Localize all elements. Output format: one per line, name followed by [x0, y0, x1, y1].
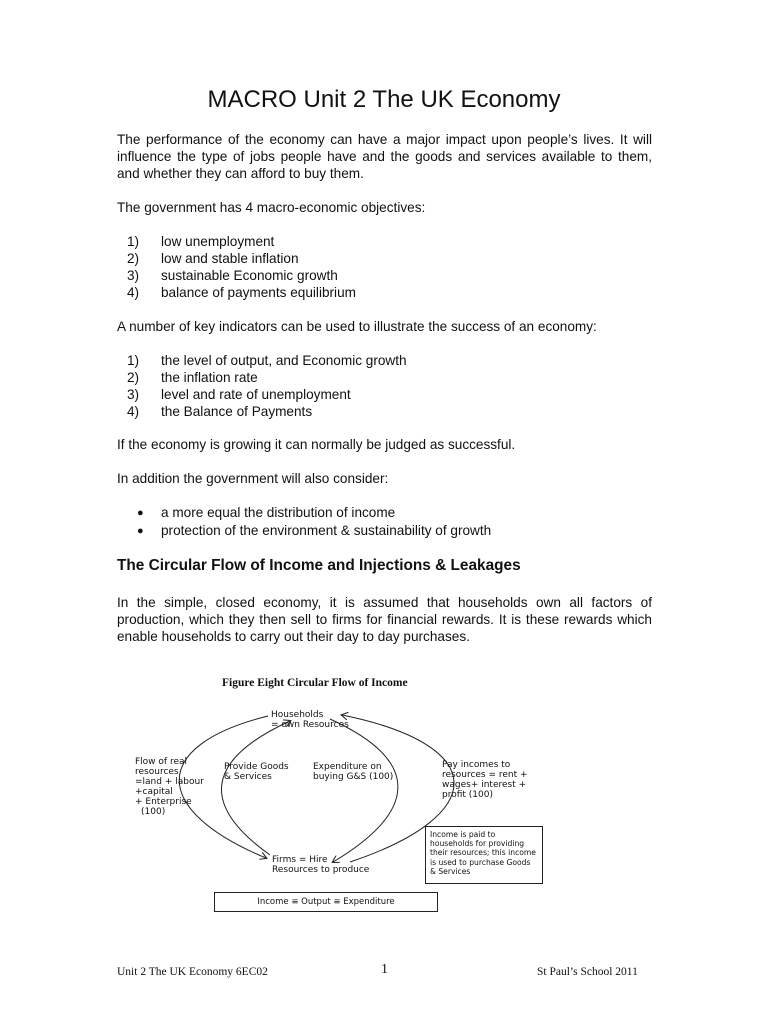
- list-item: 3) level and rate of unemployment: [127, 387, 351, 402]
- footer-right: St Paul’s School 2011: [537, 966, 638, 978]
- growing-sentence: If the economy is growing it can normally be judged as successful.: [117, 437, 516, 452]
- footer-left: Unit 2 The UK Economy 6EC02: [117, 966, 268, 978]
- goods-services-label: Provide Goods & Services: [224, 762, 289, 782]
- list-item: ● a more equal the distribution of income: [137, 505, 396, 520]
- figure-title: Figure Eight Circular Flow of Income: [222, 677, 408, 689]
- list-item: 4) the Balance of Payments: [127, 404, 313, 419]
- income-note-box: Income is paid to households for providing their resources; this income is used to purchase Goods & Services: [425, 826, 543, 884]
- page-title: MACRO Unit 2 The UK Economy: [207, 86, 561, 113]
- equation-box: Income ≡ Output ≡ Expenditure: [214, 892, 438, 912]
- bullet-icon: ●: [137, 525, 144, 537]
- list-item: 4) balance of payments equilibrium: [127, 285, 356, 300]
- flow-resources-label: Flow of real resources =land + labour +capital + Enterprise (100): [135, 757, 204, 817]
- list-item: 2) low and stable inflation: [127, 251, 299, 266]
- pay-incomes-label: Pay incomes to resources = rent + wages+ interest + profit (100): [442, 760, 528, 800]
- consider-intro: In addition the government will also consider:: [117, 471, 389, 486]
- list-item: 1) low unemployment: [127, 234, 275, 249]
- list-item: 1) the level of output, and Economic growth: [127, 353, 407, 368]
- list-item: 3) sustainable Economic growth: [127, 268, 338, 283]
- circular-flow-paragraph: In the simple, closed economy, it is assumed that households own all factors of production, which they then sell to firms for financial rewards. It is these rewards which enable households to carry out their day to day purchases.: [117, 595, 652, 644]
- objectives-intro: The government has 4 macro-economic objectives:: [117, 200, 426, 215]
- firms-label: Firms = Hire Resources to produce: [272, 855, 370, 875]
- indicators-intro: A number of key indicators can be used to illustrate the success of an economy:: [117, 319, 597, 334]
- page-number: 1: [381, 962, 388, 977]
- bullet-icon: ●: [137, 507, 144, 519]
- flow-arrow-expenditure: [330, 719, 398, 862]
- list-item: ● protection of the environment & sustainability of growth: [137, 523, 492, 538]
- section-heading: The Circular Flow of Income and Injections & Leakages: [117, 557, 521, 574]
- households-label: Households = own Resources: [271, 710, 349, 730]
- list-item: 2) the inflation rate: [127, 370, 258, 385]
- intro-paragraph: The performance of the economy can have a major impact upon people’s lives. It will influence the type of jobs people have and the goods and services available to them, and whether they can afford to buy them.: [117, 132, 652, 181]
- flow-arrow-goods: [221, 721, 290, 855]
- expenditure-label: Expenditure on buying G&S (100): [313, 762, 394, 782]
